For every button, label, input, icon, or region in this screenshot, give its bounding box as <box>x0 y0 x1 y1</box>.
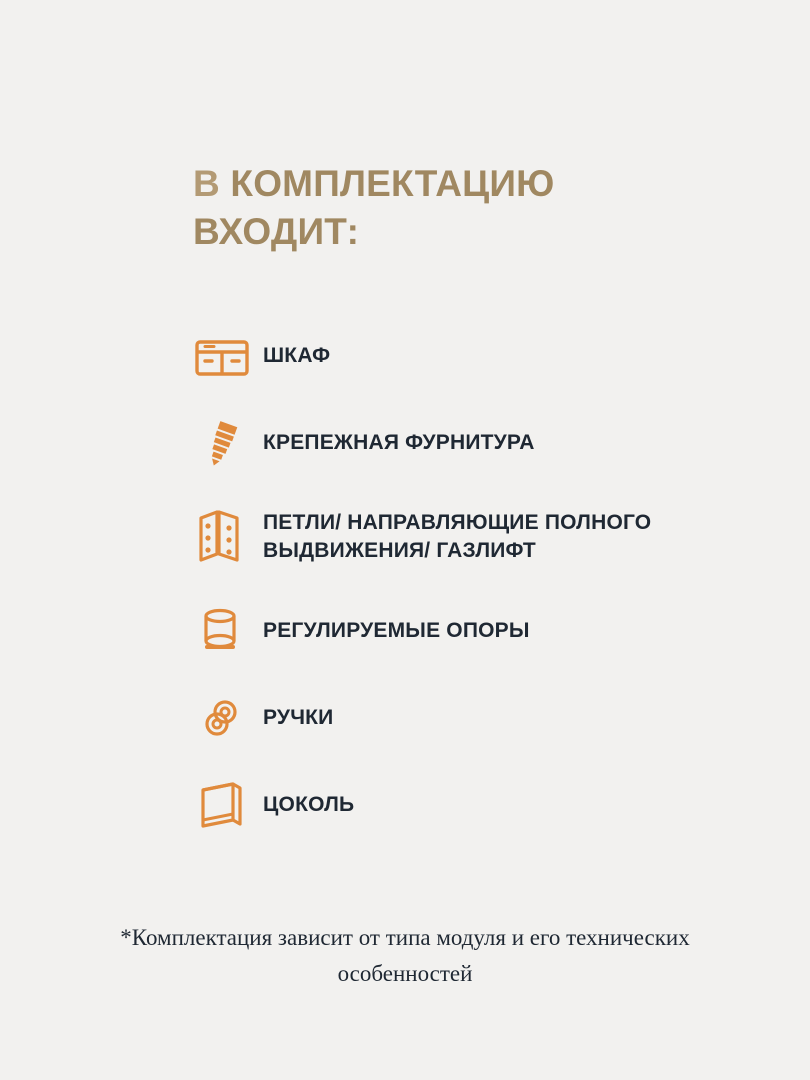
page-title-lead: В <box>193 163 220 204</box>
knob-handle-icon <box>193 687 251 749</box>
page-title <box>193 160 653 256</box>
footnote: *Комплектация зависит от типа модуля и его технических особенностей <box>120 925 690 986</box>
list-item-label: РУЧКИ <box>263 706 334 729</box>
list-item-label: ЦОКОЛЬ <box>263 793 355 816</box>
list-item-label: ПЕТЛИ/ НАПРАВЛЯЮЩИЕ ПОЛНОГО ВЫДВИЖЕНИЯ/ ГАЗЛИФТ <box>263 511 652 562</box>
inclusions-list <box>193 325 673 861</box>
list-item <box>193 687 673 749</box>
hinge-icon <box>193 499 251 575</box>
screw-icon <box>193 412 251 474</box>
cabinet-icon <box>193 325 251 387</box>
list-item <box>193 412 673 474</box>
list-item <box>193 325 673 387</box>
page-title-rest: КОМПЛЕКТАЦИЮ ВХОДИТ: <box>193 163 555 252</box>
list-item-label: КРЕПЕЖНАЯ ФУРНИТУРА <box>263 431 535 454</box>
list-item <box>193 600 673 662</box>
adjustable-foot-icon <box>193 600 251 662</box>
list-item-label: РЕГУЛИРУЕМЫЕ ОПОРЫ <box>263 619 530 642</box>
plinth-icon <box>193 774 251 836</box>
list-item <box>193 774 673 836</box>
list-item-label: ШКАФ <box>263 344 331 367</box>
list-item <box>193 499 673 575</box>
